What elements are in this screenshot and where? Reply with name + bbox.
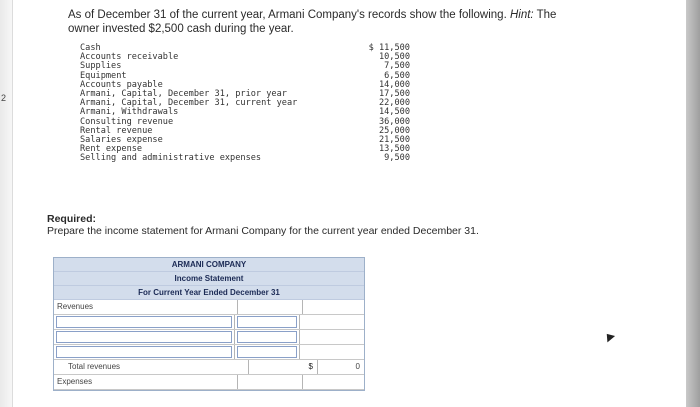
revenue-entry-row xyxy=(54,315,364,330)
account-name: Armani, Capital, December 31, prior year xyxy=(80,88,287,99)
revenues-label: Revenues xyxy=(54,300,238,314)
required-text: Prepare the income statement for Armani Company for the current year ended December 31. xyxy=(47,225,479,237)
account-amount: 13,500 xyxy=(378,144,410,155)
left-panel-edge xyxy=(0,0,13,407)
account-amount: 25,000 xyxy=(378,125,410,136)
account-amount: 7,500 xyxy=(384,61,410,72)
expenses-label: Expenses xyxy=(54,375,238,389)
account-row xyxy=(80,53,410,62)
account-name: Equipment xyxy=(80,70,127,81)
account-row xyxy=(80,62,410,71)
account-name: Salaries expense xyxy=(80,134,163,145)
currency-symbol: $ xyxy=(308,362,313,371)
revenue-amount-input-1[interactable] xyxy=(237,316,297,328)
revenue-account-input-3[interactable] xyxy=(56,346,232,358)
account-name: Armani, Withdrawals xyxy=(80,107,179,118)
account-name: Supplies xyxy=(80,61,122,72)
hint-text: The owner invested $2,500 cash during the year. xyxy=(68,9,557,35)
account-amount: 14,500 xyxy=(378,107,410,118)
statement-header xyxy=(54,258,364,300)
account-amount: 17,500 xyxy=(378,88,410,99)
account-row xyxy=(80,154,410,163)
account-name: Rent expense xyxy=(80,144,143,155)
account-amount: 36,000 xyxy=(378,116,410,127)
account-name: Accounts payable xyxy=(80,79,163,90)
revenues-row xyxy=(54,300,364,315)
statement-period: For Current Year Ended December 31 xyxy=(54,286,364,300)
account-amount: 10,500 xyxy=(378,52,410,63)
total-revenues-row xyxy=(54,360,364,375)
revenue-account-input-1[interactable] xyxy=(56,316,232,328)
hint-label: Hint: xyxy=(509,9,534,21)
company-name: ARMANI COMPANY xyxy=(54,258,364,272)
account-name: Accounts receivable xyxy=(80,52,179,63)
revenue-amount-input-2[interactable] xyxy=(237,331,297,343)
account-amount: 9,500 xyxy=(384,153,410,164)
account-balances-list xyxy=(80,44,410,163)
account-amount: $ 11,500 xyxy=(368,43,410,53)
account-amount: 6,500 xyxy=(384,70,410,81)
revenue-account-input-2[interactable] xyxy=(56,331,232,343)
account-amount: 14,000 xyxy=(378,79,410,90)
account-name: Selling and administrative expenses xyxy=(80,153,262,164)
revenue-entry-row xyxy=(54,330,364,345)
statement-name: Income Statement xyxy=(54,272,364,286)
revenue-entry-row xyxy=(54,345,364,360)
expenses-row xyxy=(54,375,364,390)
intro-text: As of December 31 of the current year, Armani Company's records show the following. xyxy=(68,9,507,21)
account-name: Rental revenue xyxy=(80,125,153,136)
income-statement-form xyxy=(53,257,365,391)
revenue-amount-input-3[interactable] xyxy=(237,346,297,358)
mouse-cursor-icon xyxy=(603,331,615,343)
right-panel-edge xyxy=(686,0,700,407)
required-title: Required: xyxy=(47,213,97,225)
total-revenues-label: Total revenues xyxy=(54,360,249,374)
required-section xyxy=(47,213,479,237)
account-name: Cash xyxy=(80,43,101,53)
question-number: 2 xyxy=(1,93,7,103)
account-amount: 21,500 xyxy=(378,134,410,145)
account-amount: 22,000 xyxy=(378,98,410,109)
account-name: Armani, Capital, December 31, current year xyxy=(80,98,298,109)
problem-intro xyxy=(68,8,578,36)
total-revenues-value: 0 xyxy=(317,360,364,374)
account-name: Consulting revenue xyxy=(80,116,174,127)
